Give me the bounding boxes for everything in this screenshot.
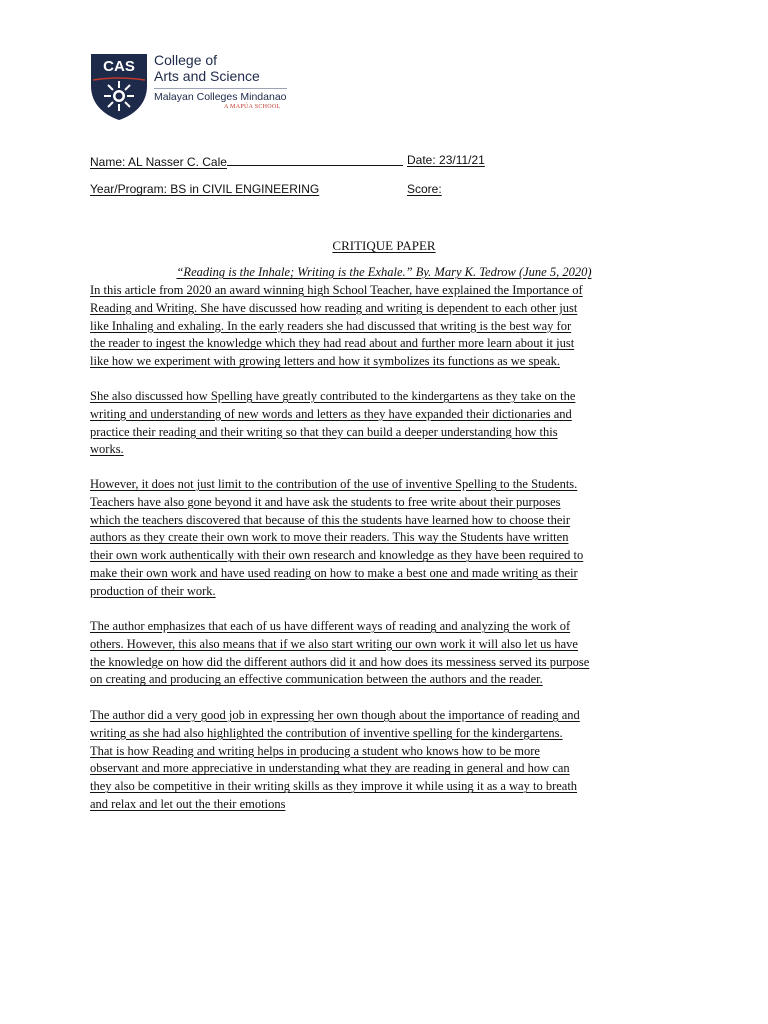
text-line: like how we experiment with growing letters and how it symbolizes its functions as we speak. — [90, 354, 561, 369]
college-logo — [88, 52, 288, 122]
text-line: The author did a very good job in expressing her own though about the importance of reading and — [90, 708, 580, 722]
logo-text — [154, 52, 287, 111]
paragraph-4 — [90, 618, 690, 689]
score-field — [407, 182, 442, 196]
name-value: Name: AL Nasser C. Cale — [90, 155, 227, 169]
text-line: others. However, this also means that if we also start writing our own work it will also let us have — [90, 636, 578, 651]
date-field — [407, 153, 485, 167]
text-line: production of their work. — [90, 583, 216, 598]
text-line: However, it does not just limit to the contribution of the use of inventive Spelling to the Students. — [90, 477, 578, 491]
paragraph-1 — [90, 282, 690, 371]
text-line: writing as she had also highlighted the contribution of inventive spelling for the kindergartens. — [90, 725, 563, 740]
text-line: which the teachers discovered that because of this the students have learned how to choose their — [90, 512, 571, 527]
text-line: on creating and producing an effective communication between the authors and the reader. — [90, 672, 543, 687]
article-reference-text: “Reading is the Inhale; Writing is the Exhale.” By. Mary K. Tedrow (June 5, 2020) — [176, 265, 592, 279]
text-line: practice their reading and their writing so that they can build a deeper understanding how this — [90, 424, 558, 439]
logo-arts-and-science: Arts and Science — [154, 68, 260, 84]
paragraph-2 — [90, 388, 690, 459]
page-title — [0, 238, 768, 253]
text-line: In this article from 2020 an award winning high School Teacher, have explained the Importance of — [90, 283, 583, 297]
text-line: observant and more appreciative in understanding what they are reading in general and how can — [90, 761, 570, 776]
name-field — [90, 153, 403, 169]
text-line: Teachers have also gone beyond it and have ask the students to free write about their purposes — [90, 494, 561, 509]
score-label: Score: — [407, 182, 442, 196]
page-title-text: CRITIQUE PAPER — [332, 238, 436, 253]
text-line: She also discussed how Spelling have greatly contributed to the kindergartens as they take on the — [90, 389, 576, 403]
text-line: The author emphasizes that each of us have different ways of reading and analyzing the work of — [90, 619, 571, 633]
logo-badge-text: CAS — [103, 58, 135, 75]
text-line: the knowledge on how did the different authors did it and how does its messiness served its purpose — [90, 654, 590, 669]
text-line: like Inhaling and exhaling. In the early readers she had discussed that writing is the best way for — [90, 318, 572, 333]
paragraph-3 — [90, 476, 690, 601]
text-line: That is how Reading and writing helps in producing a student who knows how to be more — [90, 743, 540, 758]
text-line: and relax and let out the their emotions — [90, 796, 286, 811]
article-reference — [0, 265, 768, 279]
logo-college-of: College of — [154, 52, 218, 68]
logo-tagline: A MAPÚA SCHOOL — [223, 104, 281, 110]
cas-shield-icon — [88, 52, 150, 122]
logo-school-name: Malayan Colleges Mindanao — [154, 88, 287, 104]
name-underline-pad — [227, 153, 403, 166]
paragraph-5 — [90, 707, 690, 814]
program-value: Year/Program: BS in CIVIL ENGINEERING — [90, 182, 320, 196]
text-line: works. — [90, 442, 124, 457]
text-line: authors as they create their own work to move their readers. This way the Students have written — [90, 530, 569, 545]
text-line: they also be competitive in their writing skills as they improve it while using it as a way to breath — [90, 779, 578, 794]
text-line: the reader to ingest the knowledge which they had read about and further more learn about it just — [90, 336, 575, 351]
text-line: Reading and Writing. She have discussed how reading and writing is dependent to each other just — [90, 300, 578, 315]
text-line: make their own work and have used reading on how to make a best one and made writing as their — [90, 565, 578, 580]
text-line: writing and understanding of new words and letters as they have expanded their dictionaries and — [90, 406, 572, 421]
date-value: Date: 23/11/21 — [407, 153, 485, 167]
text-line: their own work authentically with their own research and knowledge as they have been required to — [90, 548, 584, 563]
program-field — [90, 182, 319, 196]
